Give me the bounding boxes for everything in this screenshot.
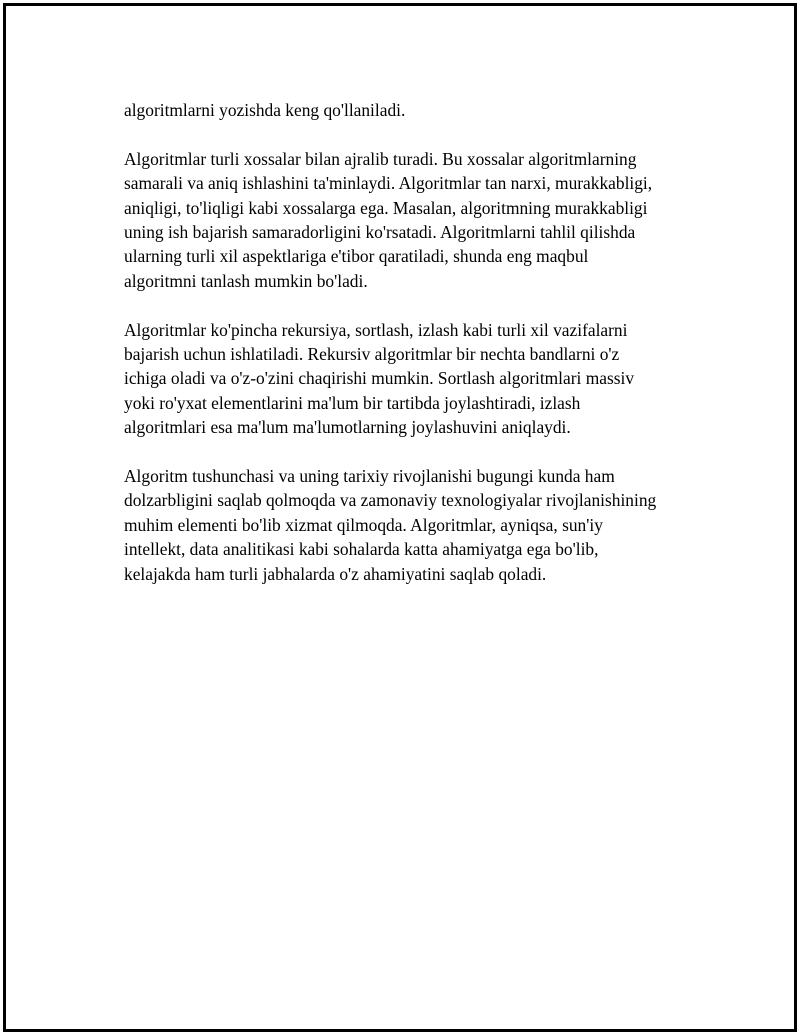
text-line: Algoritm tushunchasi va uning tarixiy rivojlanishi bugungi kunda ham: [124, 466, 615, 487]
text-line: algoritmlarni yozishda keng qo'llaniladi.: [124, 100, 406, 120]
document-body: [124, 98, 704, 610]
page: [3, 3, 797, 1032]
text-line: aniqligi, to'liqligi kabi xossalarga ega. Masalan, algoritmning murakkabligi: [124, 197, 648, 218]
text-line: algoritmni tanlash mumkin bo'ladi.: [124, 270, 368, 291]
text-line: algoritmlari esa ma'lum ma'lumotlarning joylashuvini aniqlaydi.: [124, 417, 571, 438]
text-line: ularning turli xil aspektlariga e'tibor qaratiladi, shunda eng maqbul: [124, 246, 589, 267]
text-line: muhim elementi bo'lib xizmat qilmoqda. Algoritmlar, ayniqsa, sun'iy: [124, 514, 603, 535]
text-line: samarali va aniq ishlashini ta'minlaydi. Algoritmlar tan narxi, murakkabligi,: [124, 173, 653, 194]
paragraph-1: [124, 98, 704, 122]
text-line: bajarish uchun ishlatiladi. Rekursiv algoritmlar bir nechta bandlarni o'z: [124, 344, 620, 365]
text-line: intellekt, data analitikasi kabi sohalarda katta ahamiyatga ega bo'lib,: [124, 539, 599, 560]
text-line: dolzarbligini saqlab qolmoqda va zamonaviy texnologiyalar rivojlanishining: [124, 490, 657, 511]
text-line: uning ish bajarish samaradorligini ko'rsatadi. Algoritmlarni tahlil qilishda: [124, 222, 636, 243]
text-line: Algoritmlar ko'pincha rekursiya, sortlash, izlash kabi turli xil vazifalarni: [124, 319, 628, 340]
text-line: ichiga oladi va o'z-o'zini chaqirishi mumkin. Sortlash algoritmlari massiv: [124, 368, 635, 389]
text-line: kelajakda ham turli jabhalarda o'z ahamiyatini saqlab qoladi.: [124, 563, 547, 584]
paragraph-4: [124, 464, 704, 586]
text-line: Algoritmlar turli xossalar bilan ajralib turadi. Bu xossalar algoritmlarning: [124, 148, 637, 169]
paragraph-2: [124, 147, 704, 293]
paragraph-3: [124, 318, 704, 440]
text-line: yoki ro'yxat elementlarini ma'lum bir tartibda joylashtiradi, izlash: [124, 392, 581, 413]
